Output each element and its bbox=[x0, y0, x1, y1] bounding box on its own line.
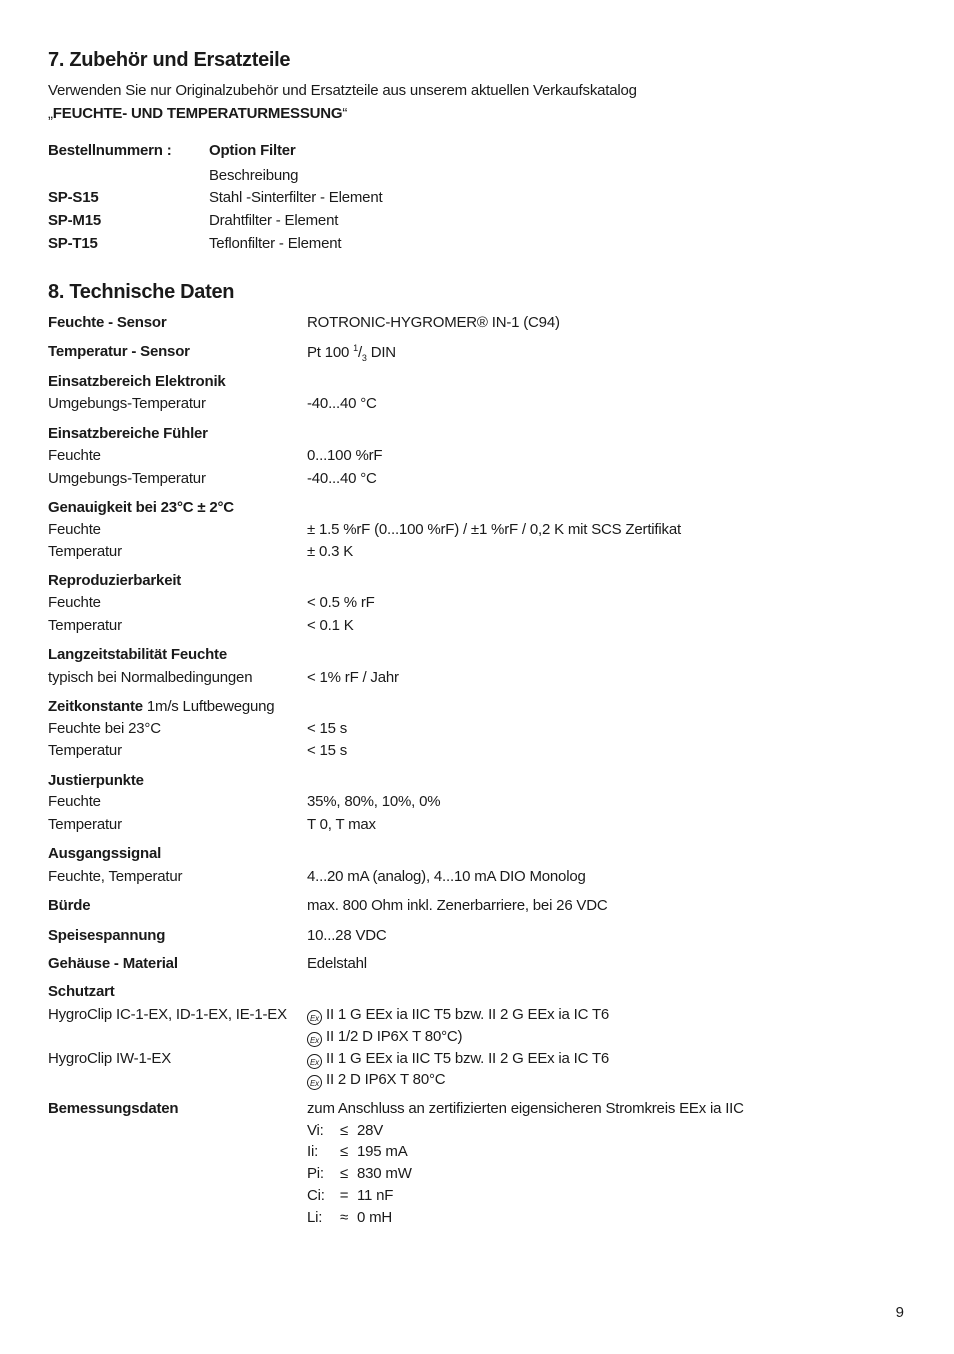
part-code: SP-T15 bbox=[48, 235, 98, 252]
spec-group-label: Genauigkeit bei 23°C ± 2°C bbox=[48, 499, 234, 516]
spec-value: Pt 100 $^1/_3$ DIN bbox=[307, 343, 396, 363]
spec-value: Ex II 1 G EEx ia IIC T5 bzw. II 2 G EEx ia IC T6 bbox=[307, 1050, 609, 1069]
spec-value: ± 0.3 K bbox=[307, 543, 354, 560]
spec-group-label: Einsatzbereiche Fühler bbox=[48, 425, 208, 442]
spec-value: zum Anschluss an zertifizierten eigensicheren Stromkreis EEx ia IIC bbox=[307, 1100, 744, 1117]
spec-value: Ex II 2 D IP6X T 80°C bbox=[307, 1071, 445, 1090]
spec-value: < 1% rF / Jahr bbox=[307, 669, 399, 686]
spec-label: Feuchte bbox=[48, 447, 101, 464]
spec-value: 4...20 mA (analog), 4...10 mA DIO Monolog bbox=[307, 868, 586, 885]
spec-label: Umgebungs-Temperatur bbox=[48, 395, 206, 412]
spec-value: Ex II 1/2 D IP6X T 80°C) bbox=[307, 1028, 462, 1047]
spec-label: Temperatur bbox=[48, 617, 122, 634]
spec-label: Temperatur bbox=[48, 816, 122, 833]
spec-label: Feuchte - Sensor bbox=[48, 314, 167, 331]
spec-label: Feuchte, Temperatur bbox=[48, 868, 183, 885]
ex-protection-icon: Ex bbox=[307, 1054, 322, 1069]
part-description: Drahtfilter - Element bbox=[209, 212, 339, 229]
rating-parameter: Ci: = 11 nF bbox=[307, 1187, 394, 1204]
spec-label: Speisespannung bbox=[48, 927, 166, 944]
spec-value: 35%, 80%, 10%, 0% bbox=[307, 793, 441, 810]
order-numbers-header: Bestellnummern : bbox=[48, 142, 172, 159]
spec-label: Bürde bbox=[48, 897, 91, 914]
spec-group-label: Justierpunkte bbox=[48, 772, 144, 789]
spec-value: -40...40 °C bbox=[307, 470, 377, 487]
spec-label: Temperatur - Sensor bbox=[48, 343, 190, 360]
option-filter-header: Option Filter bbox=[209, 142, 296, 159]
spec-value: max. 800 Ohm inkl. Zenerbarriere, bei 26 VDC bbox=[307, 897, 608, 914]
spec-label: typisch bei Normalbedingungen bbox=[48, 669, 253, 686]
spec-value: ± 1.5 %rF (0...100 %rF) / ±1 %rF / 0,2 K mit SCS Zertifikat bbox=[307, 521, 681, 538]
spec-label: HygroClip IW-1-EX bbox=[48, 1050, 172, 1067]
ex-protection-icon: Ex bbox=[307, 1032, 322, 1047]
spec-value: ROTRONIC-HYGROMER® IN-1 (C94) bbox=[307, 314, 560, 331]
catalog-reference: „FEUCHTE- UND TEMPERATURMESSUNG“ bbox=[48, 105, 348, 122]
part-description: Stahl -Sinterfilter - Element bbox=[209, 189, 383, 206]
spec-group-label: Reproduzierbarkeit bbox=[48, 572, 182, 589]
spec-value: -40...40 °C bbox=[307, 395, 377, 412]
spec-group-label: Ausgangssignal bbox=[48, 845, 162, 862]
rating-parameter: Vi: ≤ 28V bbox=[307, 1122, 384, 1139]
spec-group-label: Langzeitstabilität Feuchte bbox=[48, 646, 227, 663]
rating-parameter: Ii: ≤ 195 mA bbox=[307, 1143, 408, 1160]
rating-parameter: Li: ≈ 0 mH bbox=[307, 1209, 393, 1226]
spec-value: < 0.5 % rF bbox=[307, 594, 375, 611]
spec-label: Feuchte bbox=[48, 793, 101, 810]
spec-value: < 15 s bbox=[307, 720, 348, 737]
part-description: Teflonfilter - Element bbox=[209, 235, 342, 252]
spec-value: 10...28 VDC bbox=[307, 927, 387, 944]
spec-label: Feuchte bbox=[48, 594, 101, 611]
spec-label: Umgebungs-Temperatur bbox=[48, 470, 206, 487]
spec-label: Feuchte bei 23°C bbox=[48, 720, 161, 737]
spec-label: Temperatur bbox=[48, 742, 122, 759]
spec-value: < 15 s bbox=[307, 742, 348, 759]
section-7-intro: Verwenden Sie nur Originalzubehör und Ersatzteile aus unserem aktuellen Verkaufskatalog bbox=[48, 82, 637, 99]
section-7-title: 7. Zubehör und Ersatzteile bbox=[48, 49, 291, 71]
spec-label: Feuchte bbox=[48, 521, 101, 538]
catalog-name: FEUCHTE- UND TEMPERATURMESSUNG bbox=[52, 105, 343, 122]
spec-value: Edelstahl bbox=[307, 955, 367, 972]
spec-group-label: Schutzart bbox=[48, 983, 115, 1000]
description-header: Beschreibung bbox=[209, 167, 299, 184]
spec-label: Gehäuse - Material bbox=[48, 955, 178, 972]
page-number: 9 bbox=[895, 1304, 904, 1321]
spec-value: T 0, T max bbox=[307, 816, 376, 833]
spec-value: 0...100 %rF bbox=[307, 447, 383, 464]
ex-protection-icon: Ex bbox=[307, 1075, 322, 1090]
spec-group-label: Einsatzbereich Elektronik bbox=[48, 373, 226, 390]
spec-label: Temperatur bbox=[48, 543, 122, 560]
rating-parameter: Pi: ≤ 830 mW bbox=[307, 1165, 412, 1182]
spec-label: Bemessungsdaten bbox=[48, 1100, 179, 1117]
spec-value: Ex II 1 G EEx ia IIC T5 bzw. II 2 G EEx ia IC T6 bbox=[307, 1006, 609, 1025]
section-8-title: 8. Technische Daten bbox=[48, 281, 235, 303]
spec-label: HygroClip IC-1-EX, ID-1-EX, IE-1-EX bbox=[48, 1006, 287, 1023]
spec-group-label: Zeitkonstante 1m/s Luftbewegung bbox=[48, 698, 275, 715]
part-code: SP-M15 bbox=[48, 212, 101, 229]
ex-protection-icon: Ex bbox=[307, 1010, 322, 1025]
spec-value: < 0.1 K bbox=[307, 617, 354, 634]
part-code: SP-S15 bbox=[48, 189, 99, 206]
